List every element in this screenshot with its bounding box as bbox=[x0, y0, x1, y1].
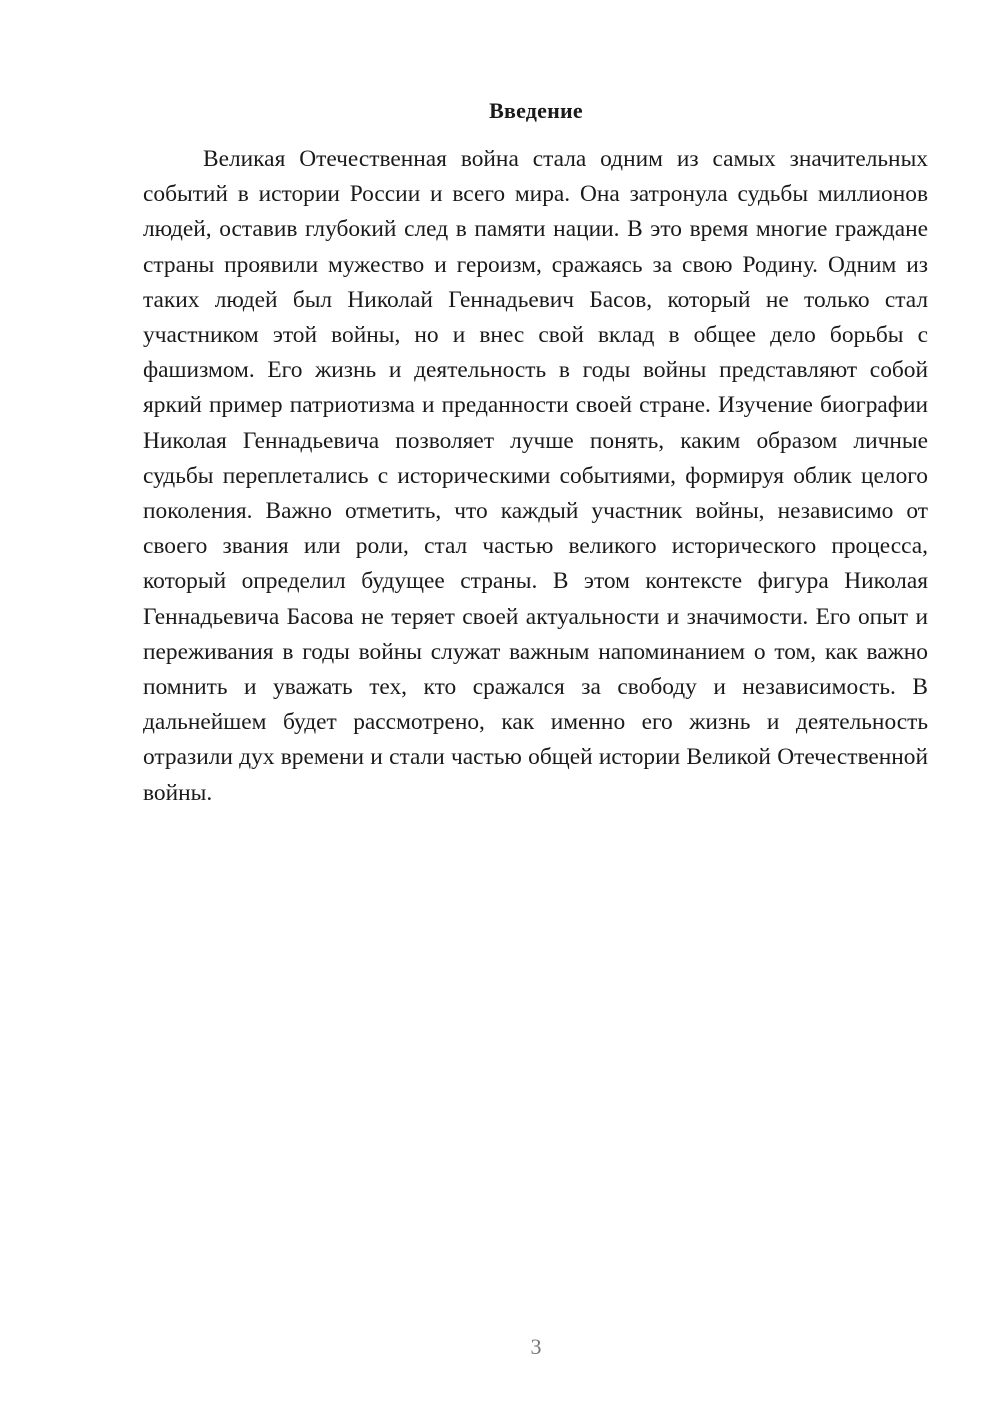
section-heading: Введение bbox=[489, 98, 583, 123]
page-number: 3 bbox=[530, 1334, 542, 1359]
introduction-paragraph: Великая Отечественная война стала одним из самых значительных событий в истории России и всего мира. Она затронула судьбы миллионов людей, оставив глубокий след в памяти нации. В это время многие граждане страны проявили мужество и героизм, сражаясь за свою Родину. Одним из таких людей был Николай Геннадьевич Басов, который не только стал участником этой войны, но и внес свой вклад в общее дело борьбы с фашизмом. Его жизнь и деятельность в годы войны представляют собой яркий пример патриотизма и преданности своей стране. Изучение биографии Николая Геннадьевича позволяет лучше понять, каким образом личные судьбы переплетались с историческими событиями, формируя облик целого поколения. Важно отметить, что каждый участник войны, независимо от своего звания или роли, стал частью великого исторического процесса, который определил будущее страны. В этом контексте фигура Николая Геннадьевича Басова не теряет своей актуальности и значимости. Его опыт и переживания в годы войны служат важным напоминанием о том, как важно помнить и уважать тех, кто сражался за свободу и независимость. В дальнейшем будет рассмотрено, как именно его жизнь и деятельность отразили дух времени и стали частью общей истории Великой Отечественной войны. bbox=[143, 146, 928, 806]
